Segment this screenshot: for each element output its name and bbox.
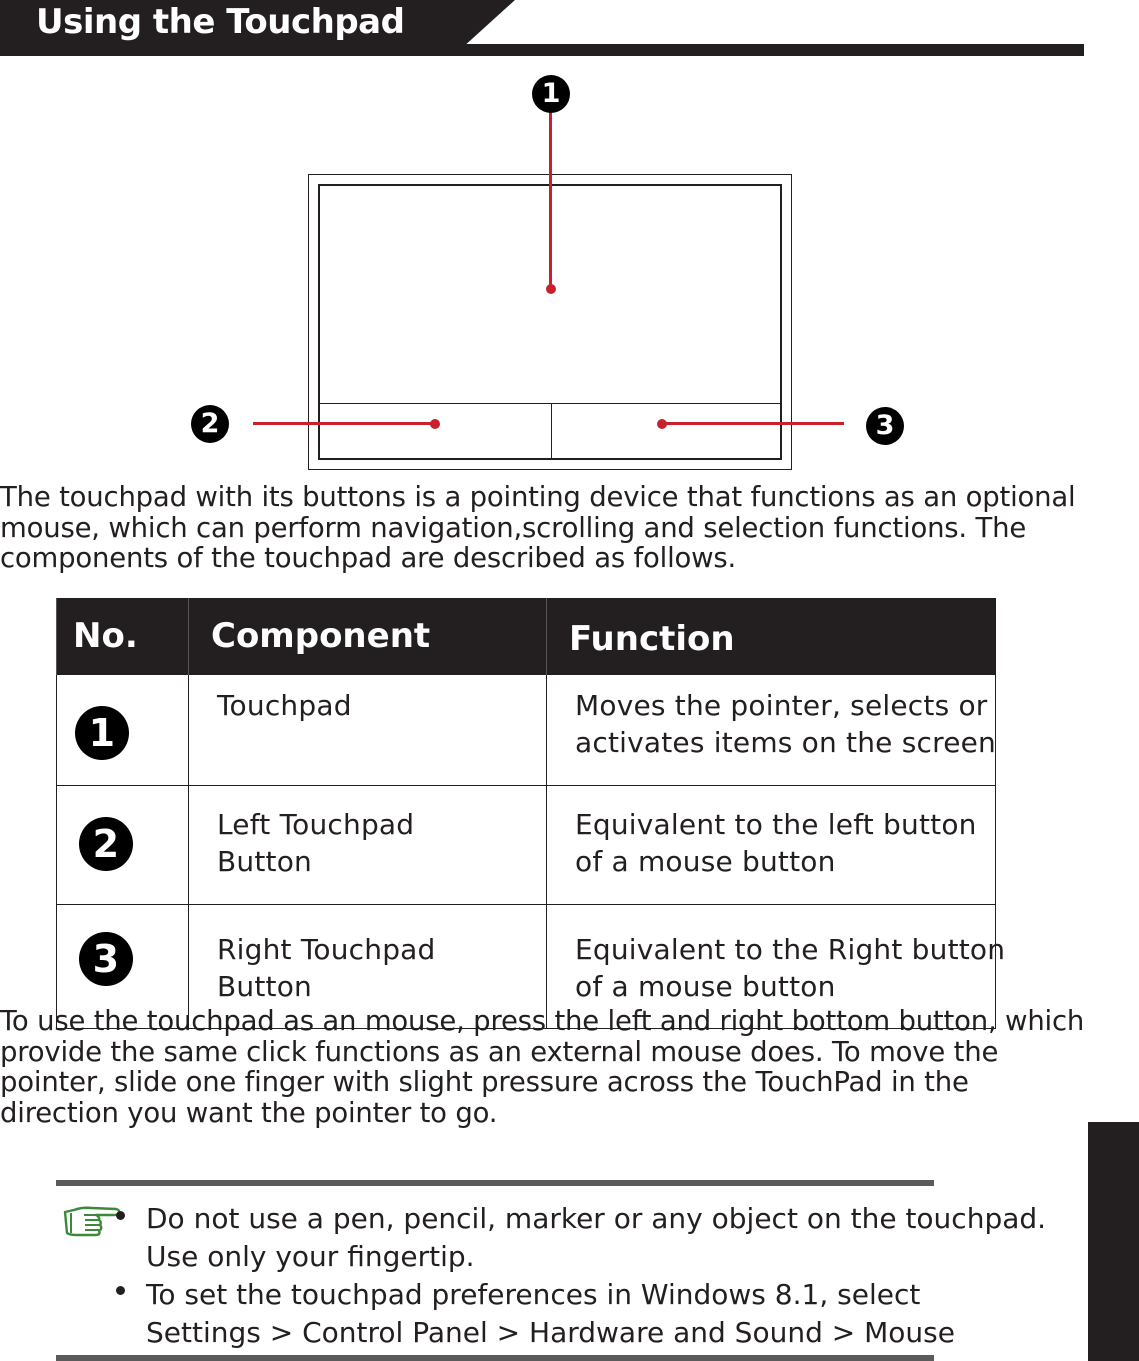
intro-paragraph (0, 482, 1076, 574)
component-text: Right Touchpad (217, 933, 436, 966)
marker-1-icon: 1 (75, 706, 129, 760)
callout-dot-3 (657, 419, 667, 429)
header-component: Component (189, 598, 547, 675)
function-text: of a mouse button (575, 970, 836, 1003)
usage-line: pointer, slide one finger with slight pressure across the TouchPad in the (0, 1066, 969, 1098)
component-text: Touchpad (217, 689, 352, 722)
row-number-cell (57, 675, 189, 786)
side-thumb-tab (1088, 1122, 1139, 1361)
function-cell (547, 675, 996, 786)
usage-line: direction you want the pointer to go. (0, 1096, 498, 1129)
usage-line: To use the touchpad as an mouse, press the left and right bottom button, which (0, 1005, 1085, 1037)
usage-line: provide the same click functions as an external mouse does. To move the (0, 1035, 999, 1068)
header-no: No. (57, 598, 189, 675)
note-item-2-line-1: To set the touchpad preferences in Windows 8.1, select (146, 1278, 921, 1311)
components-table (56, 598, 1006, 1029)
bullet-icon (116, 1211, 125, 1220)
callout-dot-2 (430, 419, 440, 429)
touchpad-button-separator (551, 404, 552, 459)
component-cell (189, 675, 547, 786)
component-text: Button (217, 970, 312, 1003)
table-row (57, 786, 996, 905)
page-title: Using the Touchpad (36, 2, 405, 42)
touchpad-button-divider (320, 403, 780, 404)
table-header-row (57, 598, 996, 675)
row-number-cell (57, 786, 189, 905)
note-item-1-line-2: Use only your fingertip. (146, 1240, 475, 1273)
intro-line: mouse, which can perform navigation,scrolling and selection functions. The (0, 511, 1027, 544)
function-text: Equivalent to the Right button (575, 933, 1006, 966)
callout-line-1 (549, 112, 552, 290)
component-text: Left Touchpad (217, 808, 415, 841)
callout-dot-1 (546, 284, 556, 294)
function-cell (547, 786, 996, 905)
function-text: Equivalent to the left button (575, 808, 977, 841)
note-bottom-rule (56, 1355, 934, 1361)
note-item-1-line-1: Do not use a pen, pencil, marker or any object on the touchpad. (146, 1202, 1047, 1235)
note-top-rule (56, 1180, 934, 1186)
marker-3-icon: 3 (79, 932, 133, 986)
function-text: activates items on the screen (575, 726, 996, 759)
intro-line: The touchpad with its buttons is a pointing device that functions as an optional (0, 481, 1076, 513)
intro-line: components of the touchpad are described as follows. (0, 542, 737, 574)
bullet-icon (116, 1286, 125, 1295)
pointing-hand-icon (62, 1204, 122, 1240)
marker-2-icon: 2 (79, 817, 133, 871)
table-row (57, 675, 996, 786)
usage-paragraph (0, 1006, 1084, 1128)
marker-1-icon: 1 (532, 75, 570, 113)
callout-line-3 (662, 422, 844, 425)
note-item-2-line-2: Settings > Control Panel > Hardware and Sound > Mouse (146, 1316, 955, 1349)
component-cell (189, 786, 547, 905)
header-function: Function (547, 598, 996, 675)
function-text: Moves the pointer, selects or (575, 689, 988, 722)
marker-2-icon: 2 (191, 405, 229, 443)
callout-line-2 (253, 422, 437, 425)
function-text: of a mouse button (575, 845, 836, 878)
component-text: Button (217, 845, 312, 878)
marker-3-icon: 3 (866, 407, 904, 445)
